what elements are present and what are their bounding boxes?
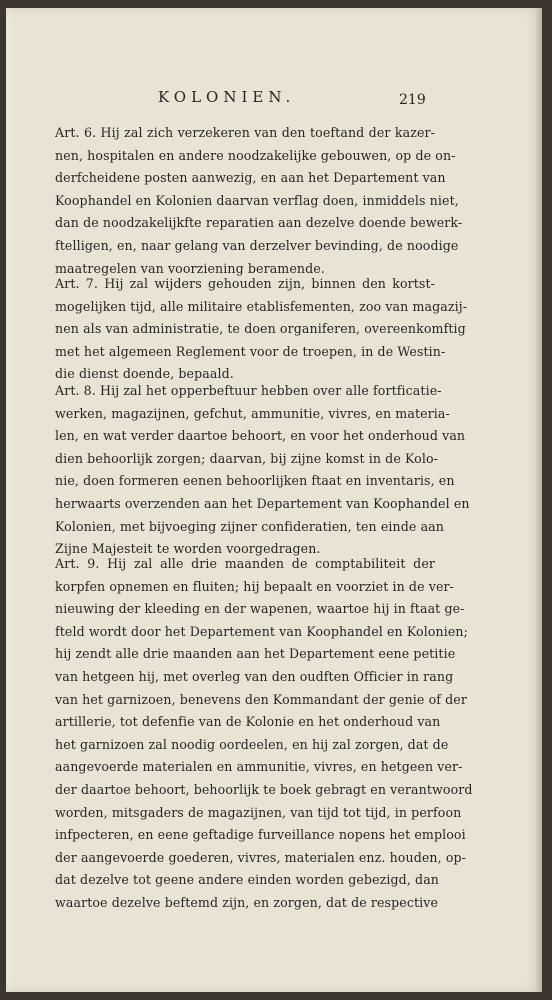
article-9-paragraph [55, 553, 473, 915]
text-line: nieuwing der kleeding en der wapenen, waartoe hij in ftaat ge- [55, 601, 465, 617]
text-line: dat dezelve tot geene andere einden worden gebezigd, dan [55, 872, 440, 888]
text-line: derfcheidene posten aanwezig, en aan het Departement van [55, 170, 446, 186]
page-edge [536, 8, 542, 992]
page-header [6, 88, 542, 112]
text-line: het garnizoen zal noodig oordeelen, en hij zal zorgen, dat de [55, 736, 449, 752]
text-line: mogelijken tijd, alle militaire etablisfementen, zoo van magazij- [55, 298, 468, 314]
text-line: infpecteren, en eene geftadige furveillance nopens het emplooi [55, 827, 466, 843]
text-line: hij zendt alle drie maanden aan het Departement eene petitie [55, 646, 456, 662]
text-line: der daartoe behoort, behoorlijk te boek gebragt en verantwoord [55, 781, 473, 797]
text-line: die dienst doende, bepaald. [55, 366, 234, 382]
text-line: artillerie, tot defenfie van de Kolonie en het onderhoud van [55, 714, 441, 730]
book-page [6, 8, 542, 992]
text-line: dan de noodzakelijkfte reparatien aan dezelve doende bewerk- [55, 215, 463, 231]
text-line: Kolonien, met bijvoeging zijner confideratien, ten einde aan [55, 518, 444, 534]
text-line: fteld wordt door het Departement van Koophandel en Kolonien; [55, 623, 468, 639]
text-line: van het garnizoen, benevens den Kommandant der genie of der [55, 691, 467, 707]
text-line: worden, mitsgaders de magazijnen, van tijd tot tijd, in perfoon [55, 804, 462, 820]
text-line: werken, magazijnen, gefchut, ammunitie, vivres, en materia- [55, 405, 450, 421]
text-line: Art. 8. Hij zal het opperbeftuur hebben over alle fortficatie- [55, 383, 442, 398]
text-line: Zijne Majesteit te worden voorgedragen. [55, 541, 321, 557]
text-line: Koophandel en Kolonien daarvan verflag doen, inmiddels niet, [55, 192, 459, 208]
article-7-paragraph [55, 273, 468, 386]
text-line: nen, hospitalen en andere noodzakelijke gebouwen, op de on- [55, 147, 456, 163]
text-line: herwaarts overzenden aan het Departement van Koophandel en [55, 495, 470, 511]
text-line: maatregelen van voorziening beramende. [55, 260, 325, 276]
text-line: ftelligen, en, naar gelang van derzelver bevinding, de noodige [55, 237, 459, 253]
text-line: nie, doen formeren eenen behoorlijken ftaat en inventaris, en [55, 473, 455, 489]
text-line: Art. 9. Hij zal alle drie maanden de comptabiliteit der [55, 556, 435, 571]
text-line: len, en wat verder daartoe behoort, en voor het onderhoud van [55, 428, 466, 444]
text-line: waartoe dezelve beftemd zijn, en zorgen, dat de respective [55, 894, 439, 910]
page-number: 219 [399, 92, 426, 108]
text-line: aangevoerde materialen en ammunitie, vivres, en hetgeen ver- [55, 759, 463, 775]
text-line: der aangevoerde goederen, vivres, materialen enz. houden, op- [55, 849, 467, 865]
text-line: nen als van administratie, te doen organiferen, overeenkomftig [55, 321, 466, 337]
text-line: Art. 7. Hij zal wijders gehouden zijn, binnen den kortst- [55, 276, 435, 291]
text-line: met het algemeen Reglement voor de troepen, in de Westin- [55, 343, 446, 359]
text-line: Art. 6. Hij zal zich verzekeren van den toeftand der kazer- [55, 125, 435, 140]
text-line: dien behoorlijk zorgen; daarvan, bij zijne komst in de Kolo- [55, 450, 439, 466]
article-8-paragraph [55, 380, 470, 561]
text-line: van hetgeen hij, met overleg van den oudften Officier in rang [55, 668, 454, 684]
running-title: KOLONIEN. [158, 88, 296, 106]
text-line: korpfen opnemen en fluiten; hij bepaalt en voorziet in de ver- [55, 578, 454, 594]
article-6-paragraph [55, 122, 463, 280]
